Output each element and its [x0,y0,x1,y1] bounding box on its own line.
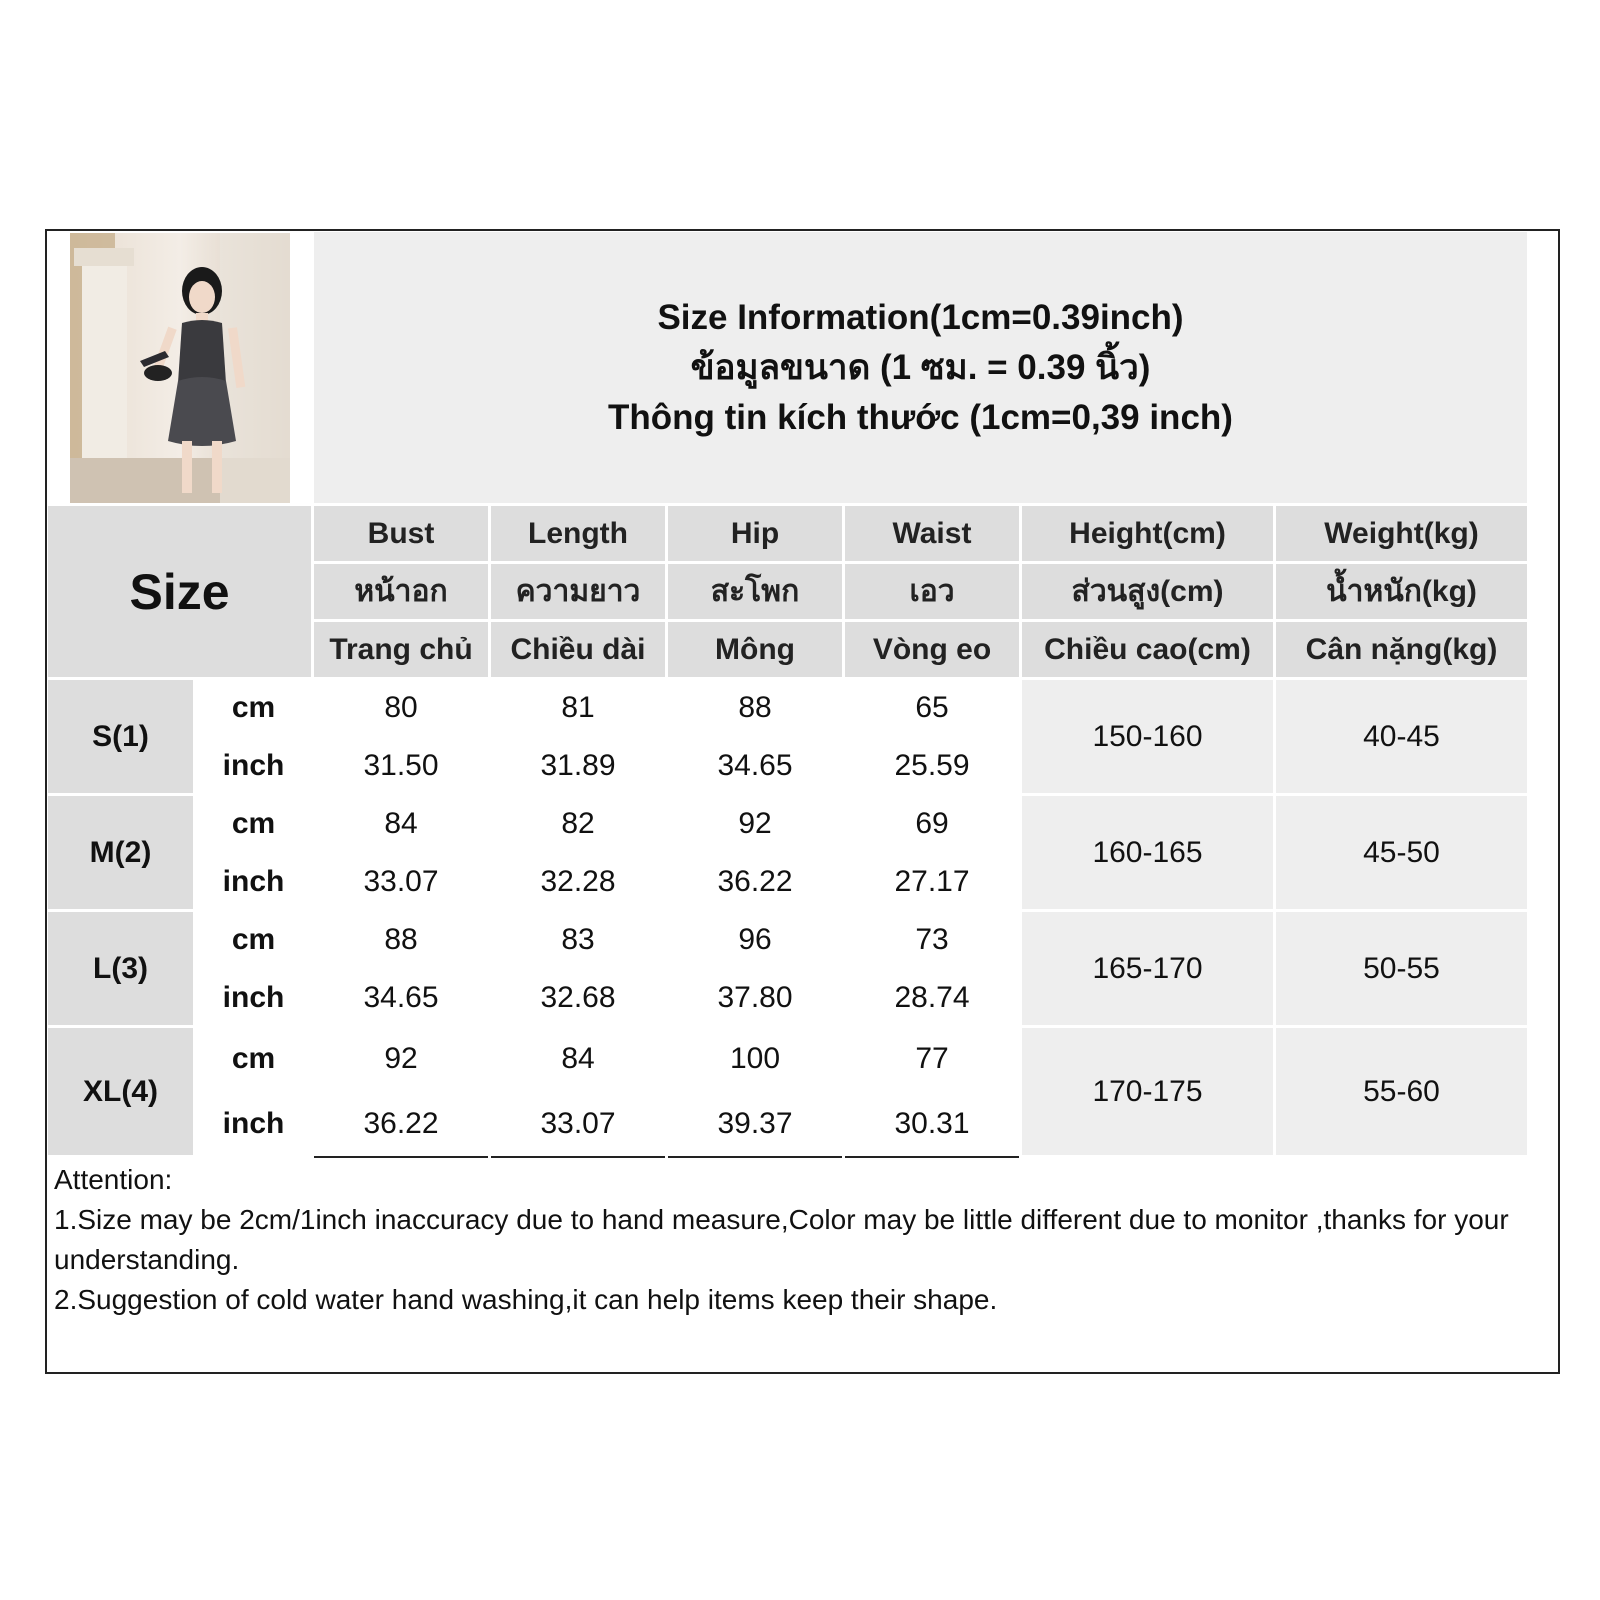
length-cm: 84 [490,1027,667,1092]
length-inch: 32.28 [490,853,667,911]
hip-cm: 100 [667,1027,844,1092]
header-length-vi: Chiều dài [490,621,667,679]
header-bust-vi: Trang chủ [313,621,490,679]
bust-inch: 34.65 [313,969,490,1027]
length-cm: 81 [490,679,667,737]
header-height-vi: Chiều cao(cm) [1021,621,1275,679]
bust-cm: 84 [313,795,490,853]
header-hip-vi: Mông [667,621,844,679]
attention-note-2: 2.Suggestion of cold water hand washing,it can help items keep their shape. [54,1284,998,1315]
weight-range: 50-55 [1275,911,1529,1027]
size-label-s: S(1) [47,679,195,795]
header-height-th: ส่วนสูง(cm) [1021,563,1275,621]
unit-cm: cm [195,911,313,969]
height-range: 150-160 [1021,679,1275,795]
waist-cm: 69 [844,795,1021,853]
product-photo-cell [47,231,313,505]
unit-cm: cm [195,795,313,853]
title-vietnamese: Thông tin kích thước (1cm=0,39 inch) [608,397,1233,437]
waist-inch: 27.17 [844,853,1021,911]
attention-heading: Attention: [54,1164,173,1195]
height-range: 160-165 [1021,795,1275,911]
title-english: Size Information(1cm=0.39inch) [657,297,1184,337]
length-inch: 32.68 [490,969,667,1027]
weight-range: 55-60 [1275,1027,1529,1157]
header-hip-th: สะโพก [667,563,844,621]
length-inch: 31.89 [490,737,667,795]
size-chart-table [45,229,1530,1353]
length-cm: 82 [490,795,667,853]
bust-inch: 33.07 [313,853,490,911]
unit-inch: inch [195,737,313,795]
length-inch: 33.07 [490,1092,667,1157]
header-bust-en: Bust [313,505,490,563]
size-label-m: M(2) [47,795,195,911]
unit-inch: inch [195,853,313,911]
title-block [313,231,1529,505]
unit-inch: inch [195,1092,313,1157]
header-height-en: Height(cm) [1021,505,1275,563]
waist-inch: 25.59 [844,737,1021,795]
hip-inch: 39.37 [667,1092,844,1157]
height-range: 170-175 [1021,1027,1275,1157]
bust-inch: 36.22 [313,1092,490,1157]
hip-inch: 34.65 [667,737,844,795]
bust-cm: 80 [313,679,490,737]
length-cm: 83 [490,911,667,969]
weight-range: 45-50 [1275,795,1529,911]
unit-cm: cm [195,679,313,737]
hip-cm: 88 [667,679,844,737]
header-bust-th: หน้าอก [313,563,490,621]
header-hip-en: Hip [667,505,844,563]
waist-inch: 28.74 [844,969,1021,1027]
size-header: Size [47,505,313,679]
weight-range: 40-45 [1275,679,1529,795]
header-weight-th: น้ำหนัก(kg) [1275,563,1529,621]
header-weight-vi: Cân nặng(kg) [1275,621,1529,679]
header-length-en: Length [490,505,667,563]
header-weight-en: Weight(kg) [1275,505,1529,563]
size-label-xl: XL(4) [47,1027,195,1157]
header-waist-th: เอว [844,563,1021,621]
hip-inch: 36.22 [667,853,844,911]
product-photo [70,233,290,503]
attention-note-1: 1.Size may be 2cm/1inch inaccuracy due to hand measure,Color may be little different due to monitor ,thanks for your understanding. [54,1204,1509,1275]
unit-cm: cm [195,1027,313,1092]
header-waist-en: Waist [844,505,1021,563]
header-length-th: ความยาว [490,563,667,621]
size-label-l: L(3) [47,911,195,1027]
title-thai: ข้อมูลขนาด (1 ซม. = 0.39 นิ้ว) [690,347,1151,387]
bust-cm: 92 [313,1027,490,1092]
waist-inch: 30.31 [844,1092,1021,1157]
bust-cm: 88 [313,911,490,969]
height-range: 165-170 [1021,911,1275,1027]
waist-cm: 73 [844,911,1021,969]
waist-cm: 77 [844,1027,1021,1092]
bust-inch: 31.50 [313,737,490,795]
hip-inch: 37.80 [667,969,844,1027]
attention-notes [47,1157,1529,1352]
header-waist-vi: Vòng eo [844,621,1021,679]
hip-cm: 92 [667,795,844,853]
unit-inch: inch [195,969,313,1027]
waist-cm: 65 [844,679,1021,737]
hip-cm: 96 [667,911,844,969]
